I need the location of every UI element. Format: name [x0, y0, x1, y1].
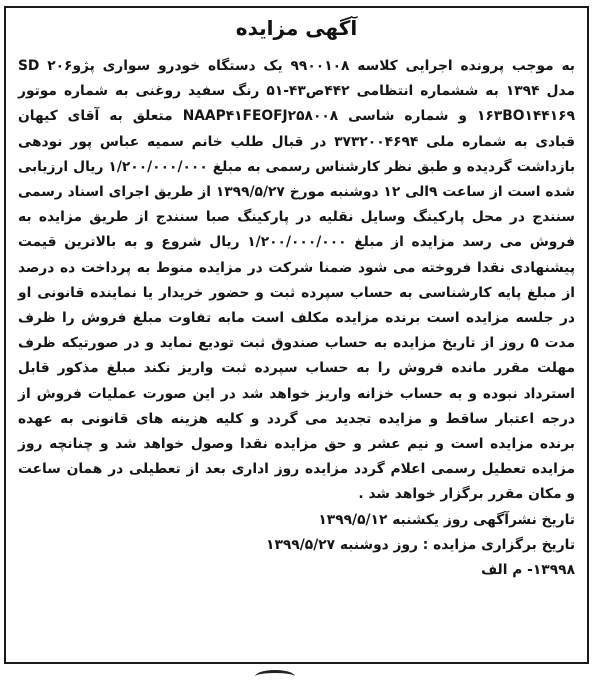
publish-date: تاریخ نشرآگهی روز یکشنبه ۱۳۹۹/۵/۱۲	[318, 511, 575, 528]
auction-date: تاریخ برگزاری مزایده : روز دوشنبه ۱۳۹۹/۵/۲۷	[266, 536, 575, 553]
page-edge-mark	[255, 670, 295, 683]
notice-body	[18, 54, 575, 583]
notice-code: ۱۳۹۹۸- م الف	[481, 562, 575, 579]
notice-paragraph: به موجب پرونده اجرایی کلاسه ۹۹۰۰۱۰۸ یک دستگاه خودرو سواری پژو۲۰۶ SD مدل ۱۳۹۴ به ششماره انتظامی ۴۴۲ص۴۳-۵۱ رنگ سفید روغنی به شماره موتور ۱۶۳BO۱۴۴۱۶۹ و شماره شاسی NAAP۴۱FEOFJ۲۵۸۰۰۸ متعلق به آقای کیهان قبادی به شماره ملی ۳۷۳۲۰۰۴۶۹۴ در قبال طلب خانم سمیه عباس پور نودهی بازداشت گردیده و طبق نظر کارشناس رسمی به مبلغ ۱/۲۰۰/۰۰۰/۰۰۰ ریال ارزیابی شده است از ساعت ۹الی ۱۲ دوشنبه مورخ ۱۳۹۹/۵/۲۷ از طریق اجرای اسناد رسمی سنندج در محل پارکینگ وسایل نقلیه در پارکینگ صبا سنندج از طریق مزایده به فروش می رسد مزایده از مبلغ ۱/۲۰۰/۰۰۰/۰۰۰ ریال شروع و به بالاترین قیمت پیشنهادی نقدا فروخته می شود ضمنا شرکت در مزایده منوط به پرداخت ده درصد از مبلغ پایه کارشناسی به حساب سپرده ثبت و حضور خریدار یا نماینده قانونی او در جلسه مزایده است برنده مزایده مکلف است مابه تفاوت مبلغ فروش را ظرف مدت ۵ روز از تاریخ مزایده به حساب صندوق ثبت تودیع نماید و در صورتیکه ظرف مهلت مقرر مانده فروش را به حساب سپرده ثبت واریز نکند مبلغ مذکور قابل استرداد نبوده و به حساب خزانه واریز خواهد شد در این صورت عملیات فروش از درجه اعتبار ساقط و مزایده تجدید می گردد و کلیه هزینه های قانونی به عهده برنده مزایده است و نیم عشر و حق مزایده نقدا وصول خواهد شد و چنانچه روز مزایده تعطیل رسمی اعلام گردد مزایده روز اداری بعد از تعطیلی در همان ساعت و مکان مقرر برگزار خواهد شد .	[18, 58, 576, 503]
notice-frame	[4, 6, 589, 664]
notice-title: آگهی مزایده	[235, 16, 358, 40]
